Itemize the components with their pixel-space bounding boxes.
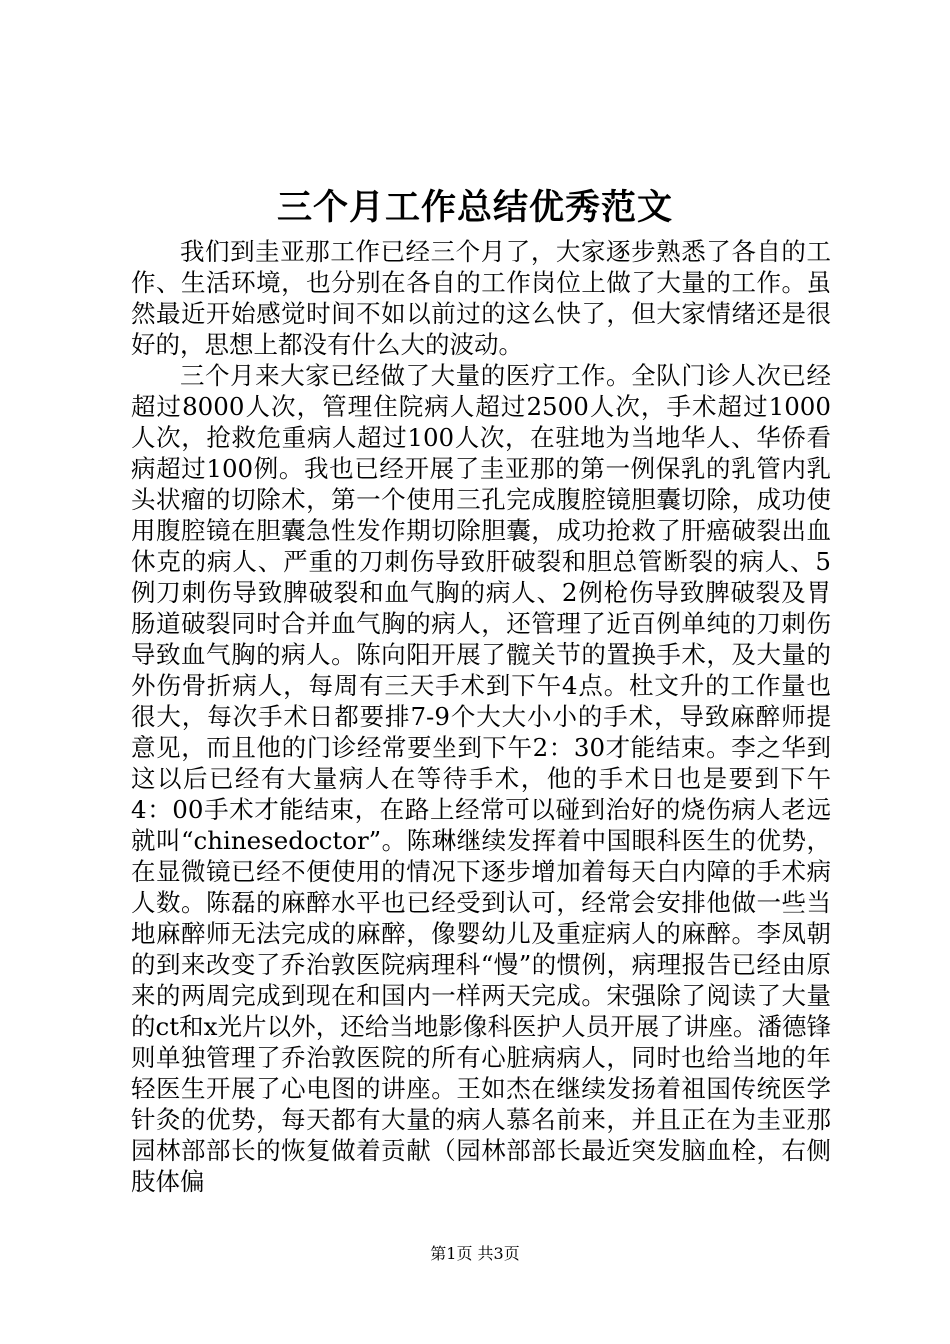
document-title: 三个月工作总结优秀范文 — [276, 187, 673, 228]
document-body — [131, 236, 831, 1197]
paragraph-medical-work: 三个月来大家已经做了大量的医疗工作。全队门诊人次已经超过8000人次，管理住院病人超过2500人次，手术超过1000人次，抢救危重病人超过100人次，在驻地为当地华人、华侨看病超过100例。我也已经开展了圭亚那的第一例保乳的乳管内乳头状瘤的切除术，第一个使用三孔完成腹腔镜胆囊切除，成功使用腹腔镜在胆囊急性发作期切除胆囊，成功抢救了肝癌破裂出血休克的病人、严重的刀刺伤导致肝破裂和胆总管断裂的病人、5例刀刺伤导致脾破裂和血气胸的病人、2例枪伤导致脾破裂及胃肠道破裂同时合并血气胸的病人，还管理了近百例单纯的刀刺伤导致血气胸的病人。陈向阳开展了髋关节的置换手术，及大量的外伤骨折病人，每周有三天手术到下午4点。杜文升的工作量也很大，每次手术日都要排7-9个大大小小的手术，导致麻醉师提意见，而且他的门诊经常要坐到下午2：30才能结束。李之华到这以后已经有大量病人在等待手术，他的手术日也是要到下午4：00手术才能结束，在路上经常可以碰到治好的烧伤病人老远就叫“chinesedoctor”。陈琳继续发挥着中国眼科医生的优势，在显微镜已经不便使用的情况下逐步增加着每天白内障的手术病人数。陈磊的麻醉水平也已经受到认可，经常会安排他做一些当地麻醉师无法完成的麻醉，像婴幼儿及重症病人的麻醉。李凤朝的到来改变了乔治敦医院病理科“慢”的惯例，病理报告已经由原来的两周完成到现在和国内一样两天完成。宋强除了阅读了大量的ct和x光片以外，还给当地影像科医护人员开展了讲座。潘德锋则单独管理了乔治敦医院的所有心脏病病人，同时也给当地的年轻医生开展了心电图的讲座。王如杰在继续发扬着祖国传统医学针灸的优势，每天都有大量的病人慕名前来，并且正在为圭亚那园林部部长的恢复做着贡献（园林部部长最近突发脑血栓，右侧肢体偏 — [131, 361, 831, 1196]
page-footer: 第1页 共3页 — [430, 1244, 520, 1263]
paragraph-intro: 我们到圭亚那工作已经三个月了，大家逐步熟悉了各自的工作、生活环境，也分别在各自的工作岗位上做了大量的工作。虽然最近开始感觉时间不如以前过的这么快了，但大家情绪还是很好的，思想上都没有什么大的波动。 — [131, 237, 831, 359]
